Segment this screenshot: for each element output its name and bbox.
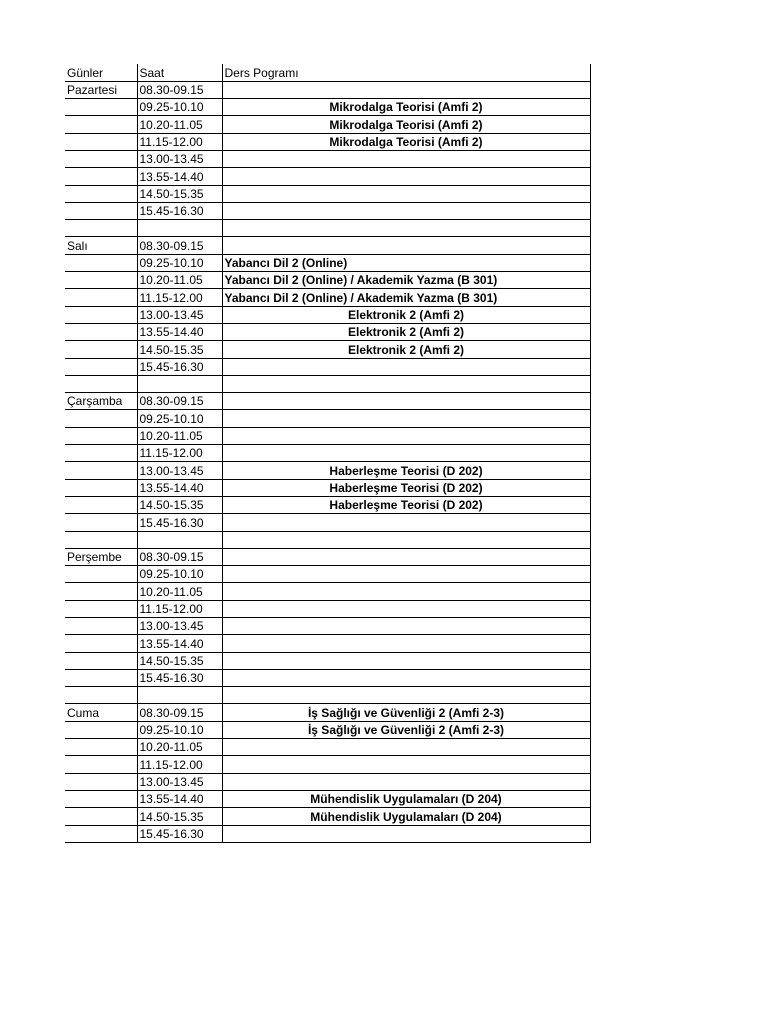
schedule-row xyxy=(65,669,590,686)
day-label: Çarşamba xyxy=(65,393,137,410)
schedule-row xyxy=(65,237,590,254)
schedule-row xyxy=(65,99,590,116)
course-cell xyxy=(222,185,590,202)
time-cell: 15.45-16.30 xyxy=(137,358,222,375)
schedule-row xyxy=(65,566,590,583)
day-separator-row xyxy=(65,220,590,237)
course-cell xyxy=(222,220,590,237)
day-cell xyxy=(65,790,137,807)
schedule-table xyxy=(65,64,591,843)
course-cell: Elektronik 2 (Amfi 2) xyxy=(222,323,590,340)
schedule-row xyxy=(65,81,590,98)
course-cell: İş Sağlığı ve Güvenliği 2 (Amfi 2-3) xyxy=(222,704,590,721)
schedule-row xyxy=(65,427,590,444)
time-cell: 10.20-11.05 xyxy=(137,583,222,600)
day-cell xyxy=(65,496,137,513)
schedule-row xyxy=(65,618,590,635)
course-cell xyxy=(222,687,590,704)
time-cell: 11.15-12.00 xyxy=(137,600,222,617)
day-cell xyxy=(65,773,137,790)
course-cell xyxy=(222,669,590,686)
time-cell: 13.55-14.40 xyxy=(137,479,222,496)
schedule-row xyxy=(65,790,590,807)
time-cell: 09.25-10.10 xyxy=(137,254,222,271)
day-cell xyxy=(65,99,137,116)
schedule-row xyxy=(65,462,590,479)
course-cell: Mikrodalga Teorisi (Amfi 2) xyxy=(222,116,590,133)
day-cell xyxy=(65,375,137,392)
time-cell: 10.20-11.05 xyxy=(137,427,222,444)
day-cell xyxy=(65,150,137,167)
time-cell xyxy=(137,531,222,548)
day-cell xyxy=(65,220,137,237)
schedule-row xyxy=(65,583,590,600)
course-cell: Haberleşme Teorisi (D 202) xyxy=(222,479,590,496)
day-label: Salı xyxy=(65,237,137,254)
time-cell: 13.00-13.45 xyxy=(137,618,222,635)
course-cell xyxy=(222,168,590,185)
course-cell xyxy=(222,652,590,669)
course-cell xyxy=(222,635,590,652)
time-cell: 11.15-12.00 xyxy=(137,133,222,150)
schedule-row xyxy=(65,410,590,427)
day-cell xyxy=(65,289,137,306)
schedule-row xyxy=(65,341,590,358)
time-cell: 10.20-11.05 xyxy=(137,272,222,289)
day-cell xyxy=(65,808,137,825)
schedule-row xyxy=(65,514,590,531)
schedule-body xyxy=(65,64,590,842)
day-cell xyxy=(65,600,137,617)
time-cell: 13.55-14.40 xyxy=(137,323,222,340)
day-cell xyxy=(65,427,137,444)
day-cell xyxy=(65,185,137,202)
course-cell xyxy=(222,825,590,842)
course-cell xyxy=(222,548,590,565)
time-cell: 13.55-14.40 xyxy=(137,635,222,652)
time-cell: 14.50-15.35 xyxy=(137,808,222,825)
day-cell xyxy=(65,566,137,583)
time-cell: 08.30-09.15 xyxy=(137,548,222,565)
day-cell xyxy=(65,116,137,133)
course-cell xyxy=(222,566,590,583)
time-cell: 08.30-09.15 xyxy=(137,704,222,721)
time-cell: 13.00-13.45 xyxy=(137,462,222,479)
day-cell xyxy=(65,133,137,150)
day-cell xyxy=(65,531,137,548)
schedule-row xyxy=(65,825,590,842)
day-cell xyxy=(65,323,137,340)
schedule-row xyxy=(65,548,590,565)
schedule-row xyxy=(65,756,590,773)
time-cell: 15.45-16.30 xyxy=(137,825,222,842)
schedule-row xyxy=(65,323,590,340)
time-cell: 11.15-12.00 xyxy=(137,756,222,773)
time-cell: 13.55-14.40 xyxy=(137,168,222,185)
course-cell: Mikrodalga Teorisi (Amfi 2) xyxy=(222,99,590,116)
course-cell xyxy=(222,739,590,756)
time-cell: 09.25-10.10 xyxy=(137,99,222,116)
day-separator-row xyxy=(65,375,590,392)
course-cell: Yabancı Dil 2 (Online) / Akademik Yazma (B 301) xyxy=(222,272,590,289)
day-cell xyxy=(65,514,137,531)
day-cell xyxy=(65,635,137,652)
schedule-row xyxy=(65,116,590,133)
schedule-row xyxy=(65,133,590,150)
time-cell: 14.50-15.35 xyxy=(137,496,222,513)
course-cell xyxy=(222,531,590,548)
course-cell xyxy=(222,427,590,444)
time-cell: 08.30-09.15 xyxy=(137,237,222,254)
time-cell: 09.25-10.10 xyxy=(137,410,222,427)
day-cell xyxy=(65,272,137,289)
course-cell: Haberleşme Teorisi (D 202) xyxy=(222,496,590,513)
schedule-row xyxy=(65,808,590,825)
time-cell: 13.00-13.45 xyxy=(137,306,222,323)
day-cell xyxy=(65,358,137,375)
day-cell xyxy=(65,739,137,756)
schedule-row xyxy=(65,185,590,202)
course-cell xyxy=(222,600,590,617)
schedule-row xyxy=(65,600,590,617)
schedule-row xyxy=(65,358,590,375)
day-cell xyxy=(65,254,137,271)
schedule-row xyxy=(65,202,590,219)
schedule-row xyxy=(65,652,590,669)
course-cell: Haberleşme Teorisi (D 202) xyxy=(222,462,590,479)
time-cell: 11.15-12.00 xyxy=(137,445,222,462)
time-cell: 08.30-09.15 xyxy=(137,393,222,410)
course-cell xyxy=(222,618,590,635)
schedule-row xyxy=(65,739,590,756)
schedule-row xyxy=(65,306,590,323)
schedule-row xyxy=(65,721,590,738)
day-cell xyxy=(65,687,137,704)
course-cell xyxy=(222,410,590,427)
schedule-row xyxy=(65,635,590,652)
course-cell: Mikrodalga Teorisi (Amfi 2) xyxy=(222,133,590,150)
schedule-row xyxy=(65,272,590,289)
header-time: Saat xyxy=(137,64,222,81)
day-cell xyxy=(65,618,137,635)
course-cell: Mühendislik Uygulamaları (D 204) xyxy=(222,790,590,807)
schedule-row xyxy=(65,496,590,513)
day-cell xyxy=(65,583,137,600)
course-cell: İş Sağlığı ve Güvenliği 2 (Amfi 2-3) xyxy=(222,721,590,738)
course-cell: Yabancı Dil 2 (Online) / Akademik Yazma (B 301) xyxy=(222,289,590,306)
course-cell: Yabancı Dil 2 (Online) xyxy=(222,254,590,271)
header-day: Günler xyxy=(65,64,137,81)
schedule-row xyxy=(65,150,590,167)
day-cell xyxy=(65,825,137,842)
course-cell xyxy=(222,445,590,462)
time-cell: 10.20-11.05 xyxy=(137,739,222,756)
schedule-row xyxy=(65,393,590,410)
day-cell xyxy=(65,462,137,479)
course-cell: Elektronik 2 (Amfi 2) xyxy=(222,341,590,358)
course-cell xyxy=(222,773,590,790)
day-separator-row xyxy=(65,687,590,704)
time-cell: 09.25-10.10 xyxy=(137,566,222,583)
time-cell: 10.20-11.05 xyxy=(137,116,222,133)
day-label: Pazartesi xyxy=(65,81,137,98)
day-label: Perşembe xyxy=(65,548,137,565)
course-cell xyxy=(222,358,590,375)
schedule-row xyxy=(65,704,590,721)
day-label: Cuma xyxy=(65,704,137,721)
day-cell xyxy=(65,341,137,358)
schedule-row xyxy=(65,479,590,496)
time-cell xyxy=(137,220,222,237)
day-cell xyxy=(65,306,137,323)
time-cell: 13.00-13.45 xyxy=(137,150,222,167)
day-cell xyxy=(65,168,137,185)
day-cell xyxy=(65,652,137,669)
course-cell xyxy=(222,583,590,600)
day-cell xyxy=(65,756,137,773)
day-cell xyxy=(65,479,137,496)
day-cell xyxy=(65,202,137,219)
time-cell: 08.30-09.15 xyxy=(137,81,222,98)
time-cell: 14.50-15.35 xyxy=(137,652,222,669)
day-separator-row xyxy=(65,531,590,548)
schedule-row xyxy=(65,254,590,271)
header-row xyxy=(65,64,590,81)
course-cell: Elektronik 2 (Amfi 2) xyxy=(222,306,590,323)
time-cell: 13.55-14.40 xyxy=(137,790,222,807)
time-cell: 14.50-15.35 xyxy=(137,341,222,358)
course-cell xyxy=(222,514,590,531)
time-cell xyxy=(137,375,222,392)
day-cell xyxy=(65,410,137,427)
day-cell xyxy=(65,721,137,738)
time-cell: 11.15-12.00 xyxy=(137,289,222,306)
time-cell: 15.45-16.30 xyxy=(137,669,222,686)
course-cell: Mühendislik Uygulamaları (D 204) xyxy=(222,808,590,825)
course-cell xyxy=(222,81,590,98)
schedule-row xyxy=(65,445,590,462)
time-cell: 09.25-10.10 xyxy=(137,721,222,738)
time-cell: 13.00-13.45 xyxy=(137,773,222,790)
course-cell xyxy=(222,375,590,392)
schedule-row xyxy=(65,168,590,185)
course-cell xyxy=(222,756,590,773)
time-cell: 15.45-16.30 xyxy=(137,202,222,219)
time-cell: 15.45-16.30 xyxy=(137,514,222,531)
schedule-row xyxy=(65,773,590,790)
header-program: Ders Pogramı xyxy=(222,64,590,81)
course-cell xyxy=(222,237,590,254)
time-cell: 14.50-15.35 xyxy=(137,185,222,202)
course-cell xyxy=(222,150,590,167)
course-cell xyxy=(222,393,590,410)
course-cell xyxy=(222,202,590,219)
time-cell xyxy=(137,687,222,704)
day-cell xyxy=(65,669,137,686)
schedule-row xyxy=(65,289,590,306)
day-cell xyxy=(65,445,137,462)
